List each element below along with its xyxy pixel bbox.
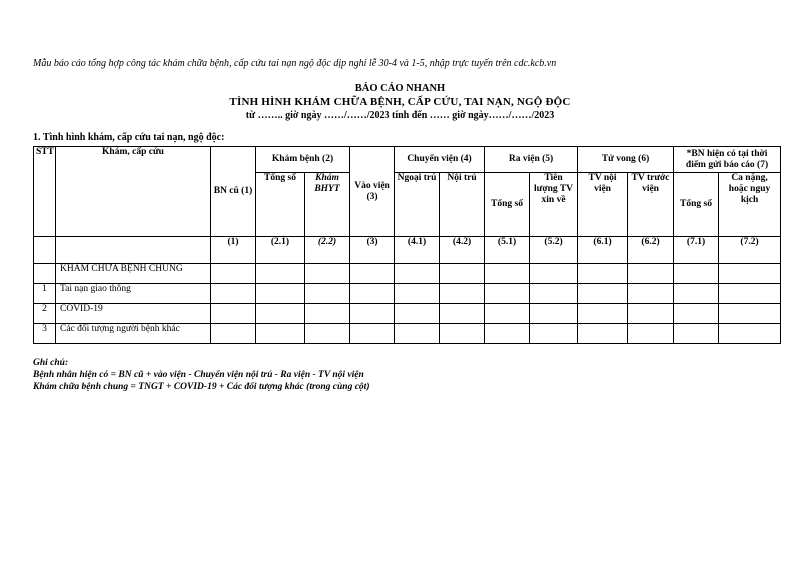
- header-tv-noi-vien: TV nội viện: [578, 173, 628, 237]
- data-cell[interactable]: [350, 284, 395, 304]
- data-cell[interactable]: [578, 324, 628, 344]
- data-cell[interactable]: [578, 264, 628, 284]
- data-cell[interactable]: [530, 324, 578, 344]
- code-cell: (5.1): [485, 237, 530, 264]
- header-tong-so-2: Tổng số: [256, 173, 305, 237]
- report-subtitle: TÌNH HÌNH KHÁM CHỮA BỆNH, CẤP CỨU, TAI NẠN, NGỘ ĐỘC: [229, 96, 571, 108]
- data-cell[interactable]: [485, 264, 530, 284]
- data-cell[interactable]: [674, 284, 719, 304]
- table-row: [34, 284, 781, 304]
- intro-text: Mẫu báo cáo tổng hợp công tác khám chữa bệnh, cấp cứu tai nạn ngộ độc dịp nghỉ lễ 30-4 và 1-5, nhập trực tuyến trên cdc.kcb.vn: [33, 58, 557, 69]
- data-cell[interactable]: [395, 264, 440, 284]
- row-label: KHÁM CHỮA BỆNH CHUNG: [56, 264, 211, 284]
- data-cell[interactable]: [211, 304, 256, 324]
- data-cell[interactable]: [628, 304, 674, 324]
- data-cell[interactable]: [350, 324, 395, 344]
- code-cell: [34, 237, 56, 264]
- code-cell: (7.2): [719, 237, 781, 264]
- header-kham-cap-cuu: Khám, cấp cứu: [56, 147, 211, 237]
- row-label: Các đối tượng người bệnh khác: [56, 324, 211, 344]
- data-cell[interactable]: [485, 284, 530, 304]
- data-cell[interactable]: [719, 264, 781, 284]
- code-cell: (3): [350, 237, 395, 264]
- header-ngoai-tru: Ngoại trú: [395, 173, 440, 237]
- code-cell: (4.1): [395, 237, 440, 264]
- data-cell[interactable]: [256, 264, 305, 284]
- header-tv-truoc-vien: TV trước viện: [628, 173, 674, 237]
- header-ra-vien: Ra viện (5): [485, 147, 578, 173]
- data-cell[interactable]: [395, 284, 440, 304]
- data-cell[interactable]: [628, 324, 674, 344]
- data-cell[interactable]: [395, 324, 440, 344]
- report-period: từ …….. giờ ngày ……/……/2023 tính đến …… giờ ngày……/……/2023: [245, 110, 555, 121]
- report-table: [33, 146, 781, 344]
- header-tien-luong: Tiên lượng TV xin về: [530, 173, 578, 237]
- header-bn-hien-co: *BN hiện có tại thời điểm gửi báo cáo (7): [674, 147, 781, 173]
- row-stt: [34, 264, 56, 284]
- code-cell: (5.2): [530, 237, 578, 264]
- row-stt: 2: [34, 304, 56, 324]
- code-cell: (6.1): [578, 237, 628, 264]
- data-cell[interactable]: [256, 304, 305, 324]
- code-cell: (2.1): [256, 237, 305, 264]
- data-cell[interactable]: [350, 264, 395, 284]
- code-cell: (1): [211, 237, 256, 264]
- data-cell[interactable]: [530, 284, 578, 304]
- data-cell[interactable]: [674, 304, 719, 324]
- data-cell[interactable]: [440, 284, 485, 304]
- header-noi-tru: Nội trú: [440, 173, 485, 237]
- data-cell[interactable]: [578, 304, 628, 324]
- notes-heading: Ghi chú:: [33, 358, 69, 368]
- code-cell: (4.2): [440, 237, 485, 264]
- row-label: Tai nạn giao thông: [56, 284, 211, 304]
- row-label: COVID-19: [56, 304, 211, 324]
- section-heading: 1. Tình hình khám, cấp cứu tai nạn, ngộ độc:: [33, 132, 225, 143]
- notes-line-1: Bệnh nhân hiện có = BN cũ + vào viện - Chuyển viện nội trú - Ra viện - TV nội viện: [33, 370, 364, 380]
- data-cell[interactable]: [305, 324, 350, 344]
- code-cell: (6.2): [628, 237, 674, 264]
- notes: [33, 357, 370, 393]
- header-tu-vong: Tử vong (6): [578, 147, 674, 173]
- data-cell[interactable]: [305, 304, 350, 324]
- table-row: [34, 264, 781, 284]
- table-row: [34, 304, 781, 324]
- data-cell[interactable]: [719, 304, 781, 324]
- header-ca-nang: Ca nặng, hoặc nguy kịch: [719, 173, 781, 237]
- data-cell[interactable]: [628, 264, 674, 284]
- header-kham-bhyt: Khám BHYT: [305, 173, 350, 237]
- data-cell[interactable]: [674, 264, 719, 284]
- data-cell[interactable]: [628, 284, 674, 304]
- data-cell[interactable]: [211, 284, 256, 304]
- header-vao-vien: Vào viện (3): [350, 147, 395, 237]
- data-cell[interactable]: [440, 324, 485, 344]
- data-cell[interactable]: [485, 304, 530, 324]
- code-cell: [56, 237, 211, 264]
- data-cell[interactable]: [440, 264, 485, 284]
- data-cell[interactable]: [256, 284, 305, 304]
- header-tong-so-7: Tổng số: [674, 173, 719, 237]
- data-cell[interactable]: [530, 264, 578, 284]
- data-cell[interactable]: [395, 304, 440, 324]
- table-row: [34, 324, 781, 344]
- data-cell[interactable]: [211, 324, 256, 344]
- data-cell[interactable]: [211, 264, 256, 284]
- data-cell[interactable]: [674, 324, 719, 344]
- data-cell[interactable]: [578, 284, 628, 304]
- data-cell[interactable]: [256, 324, 305, 344]
- code-cell: (7.1): [674, 237, 719, 264]
- header-tong-so-5: Tổng số: [485, 173, 530, 237]
- header-kham-benh: Khám bệnh (2): [256, 147, 350, 173]
- data-cell[interactable]: [440, 304, 485, 324]
- row-stt: 1: [34, 284, 56, 304]
- data-cell[interactable]: [305, 264, 350, 284]
- data-cell[interactable]: [350, 304, 395, 324]
- header-chuyen-vien: Chuyển viện (4): [395, 147, 485, 173]
- data-cell[interactable]: [530, 304, 578, 324]
- notes-line-2: Khám chữa bệnh chung = TNGT + COVID-19 + Các đối tượng khác (trong cùng cột): [33, 382, 370, 392]
- header-stt: STT: [34, 147, 56, 237]
- code-cell: (2.2): [305, 237, 350, 264]
- row-stt: 3: [34, 324, 56, 344]
- data-cell[interactable]: [305, 284, 350, 304]
- data-cell[interactable]: [719, 324, 781, 344]
- data-cell[interactable]: [719, 284, 781, 304]
- data-cell[interactable]: [485, 324, 530, 344]
- report-title: BÁO CÁO NHANH: [354, 83, 446, 94]
- header-bn-cu: BN cũ (1): [211, 147, 256, 237]
